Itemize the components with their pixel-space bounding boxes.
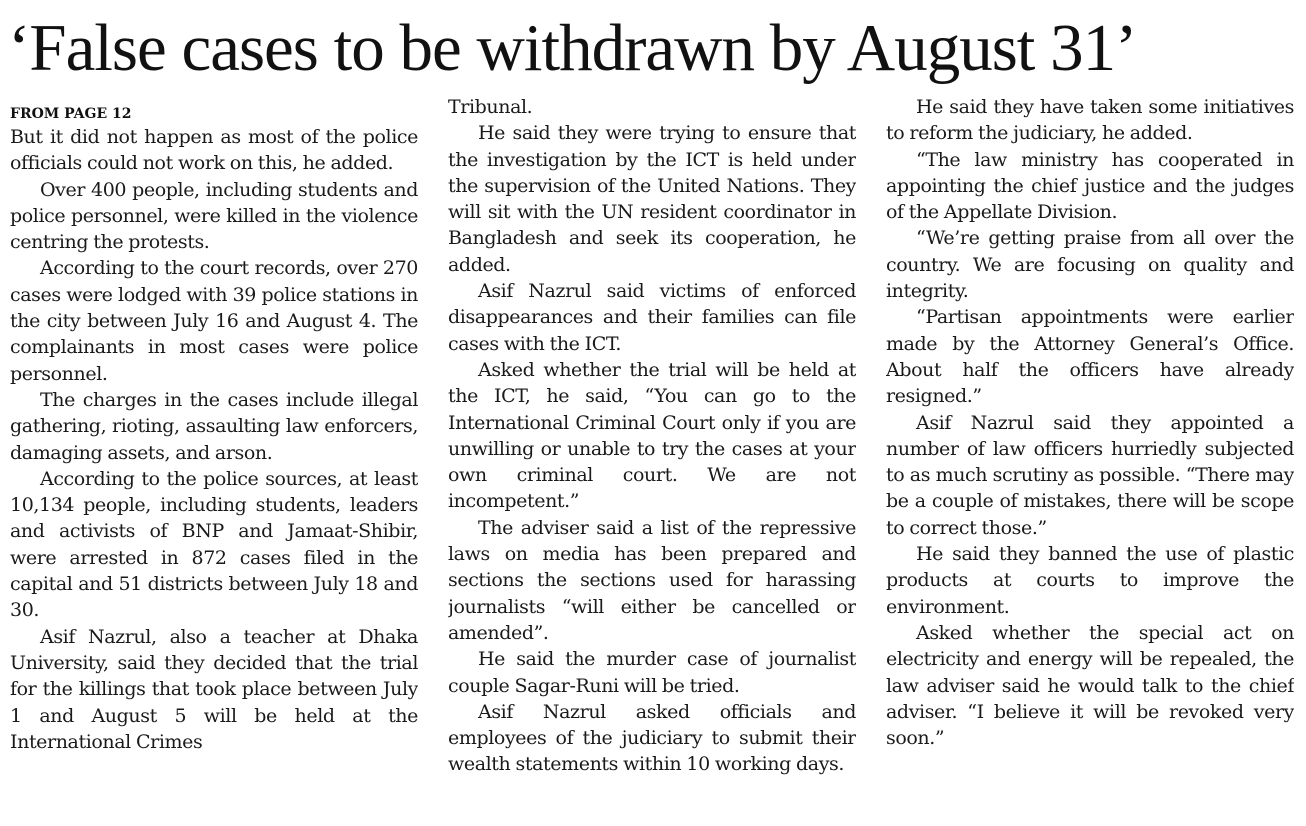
paragraph: The adviser said a list of the repressive laws on media has been prepared and sections the sections used for harassing journalists “will either be cancelled or amended”.: [448, 516, 856, 644]
paragraph: He said the murder case of journalist couple Sagar-Runi will be tried.: [448, 648, 856, 697]
paragraph: But it did not happen as most of the police officials could not work on this, he added.: [10, 126, 418, 175]
paragraph: The charges in the cases include illegal gathering, rioting, assaulting law enforcers, damaging assets, and arson.: [10, 388, 418, 464]
paragraph: Tribunal.: [448, 96, 533, 118]
paragraph: “Partisan appointments were earlier made by the Attorney General’s Office. About half the officers have already resigned.”: [886, 306, 1294, 408]
article-column-2: [448, 94, 856, 820]
paragraph: Asif Nazrul said victims of enforced disappearances and their families can file cases with the ICT.: [448, 280, 856, 355]
article-column-3: [886, 94, 1294, 820]
paragraph: Asked whether the trial will be held at the ICT, he said, “You can go to the International Criminal Court only if you are unwilling or unable to try the cases at your own criminal court. We are not incompetent.”: [448, 358, 856, 513]
paragraph: He said they banned the use of plastic products at courts to improve the environment.: [886, 543, 1294, 618]
from-page-kicker: FROM PAGE 12: [10, 106, 132, 122]
paragraph: He said they have taken some initiatives to reform the judiciary, he added.: [886, 96, 1294, 145]
paragraph: “The law ministry has cooperated in appointing the chief justice and the judges of the Appellate Division.: [886, 148, 1294, 224]
paragraph: Asif Nazrul said they appointed a number of law officers hurriedly subjected to as much scrutiny as possible. “There may be a couple of mistakes, there will be scope to correct those.”: [886, 411, 1294, 539]
paragraph: Asif Nazrul asked officials and employees of the judiciary to submit their wealth statements within 10 working days.: [448, 700, 856, 776]
paragraph: Over 400 people, including students and police personnel, were killed in the violence centring the protests.: [10, 178, 418, 254]
paragraph: “We’re getting praise from all over the country. We are focusing on quality and integrity.: [886, 227, 1294, 303]
paragraph: According to the police sources, at least 10,134 people, including students, leaders and activists of BNP and Jamaat-Shibir, were arrested in 872 cases filed in the capital and 51 districts between July 18 and 30.: [10, 467, 418, 622]
paragraph: According to the court records, over 270 cases were lodged with 39 police stations in the city between July 16 and August 4. The complainants in most cases were police personnel.: [10, 257, 418, 385]
paragraph: Asif Nazrul, also a teacher at Dhaka University, said they decided that the trial for the killings that took place between July 1 and August 5 will be held at the International Crimes: [10, 625, 418, 753]
headline: ‘False cases to be withdrawn by August 31’: [8, 11, 1137, 85]
paragraph: He said they were trying to ensure that the investigation by the ICT is held under the supervision of the United Nations. They will sit with the UN resident coordinator in Bangladesh and seek its cooperation, he added.: [448, 122, 856, 276]
paragraph: Asked whether the special act on electricity and energy will be repealed, the law adviser said he would talk to the chief adviser. “I believe it will be revoked very soon.”: [886, 621, 1294, 750]
article-column-1: [10, 94, 418, 820]
